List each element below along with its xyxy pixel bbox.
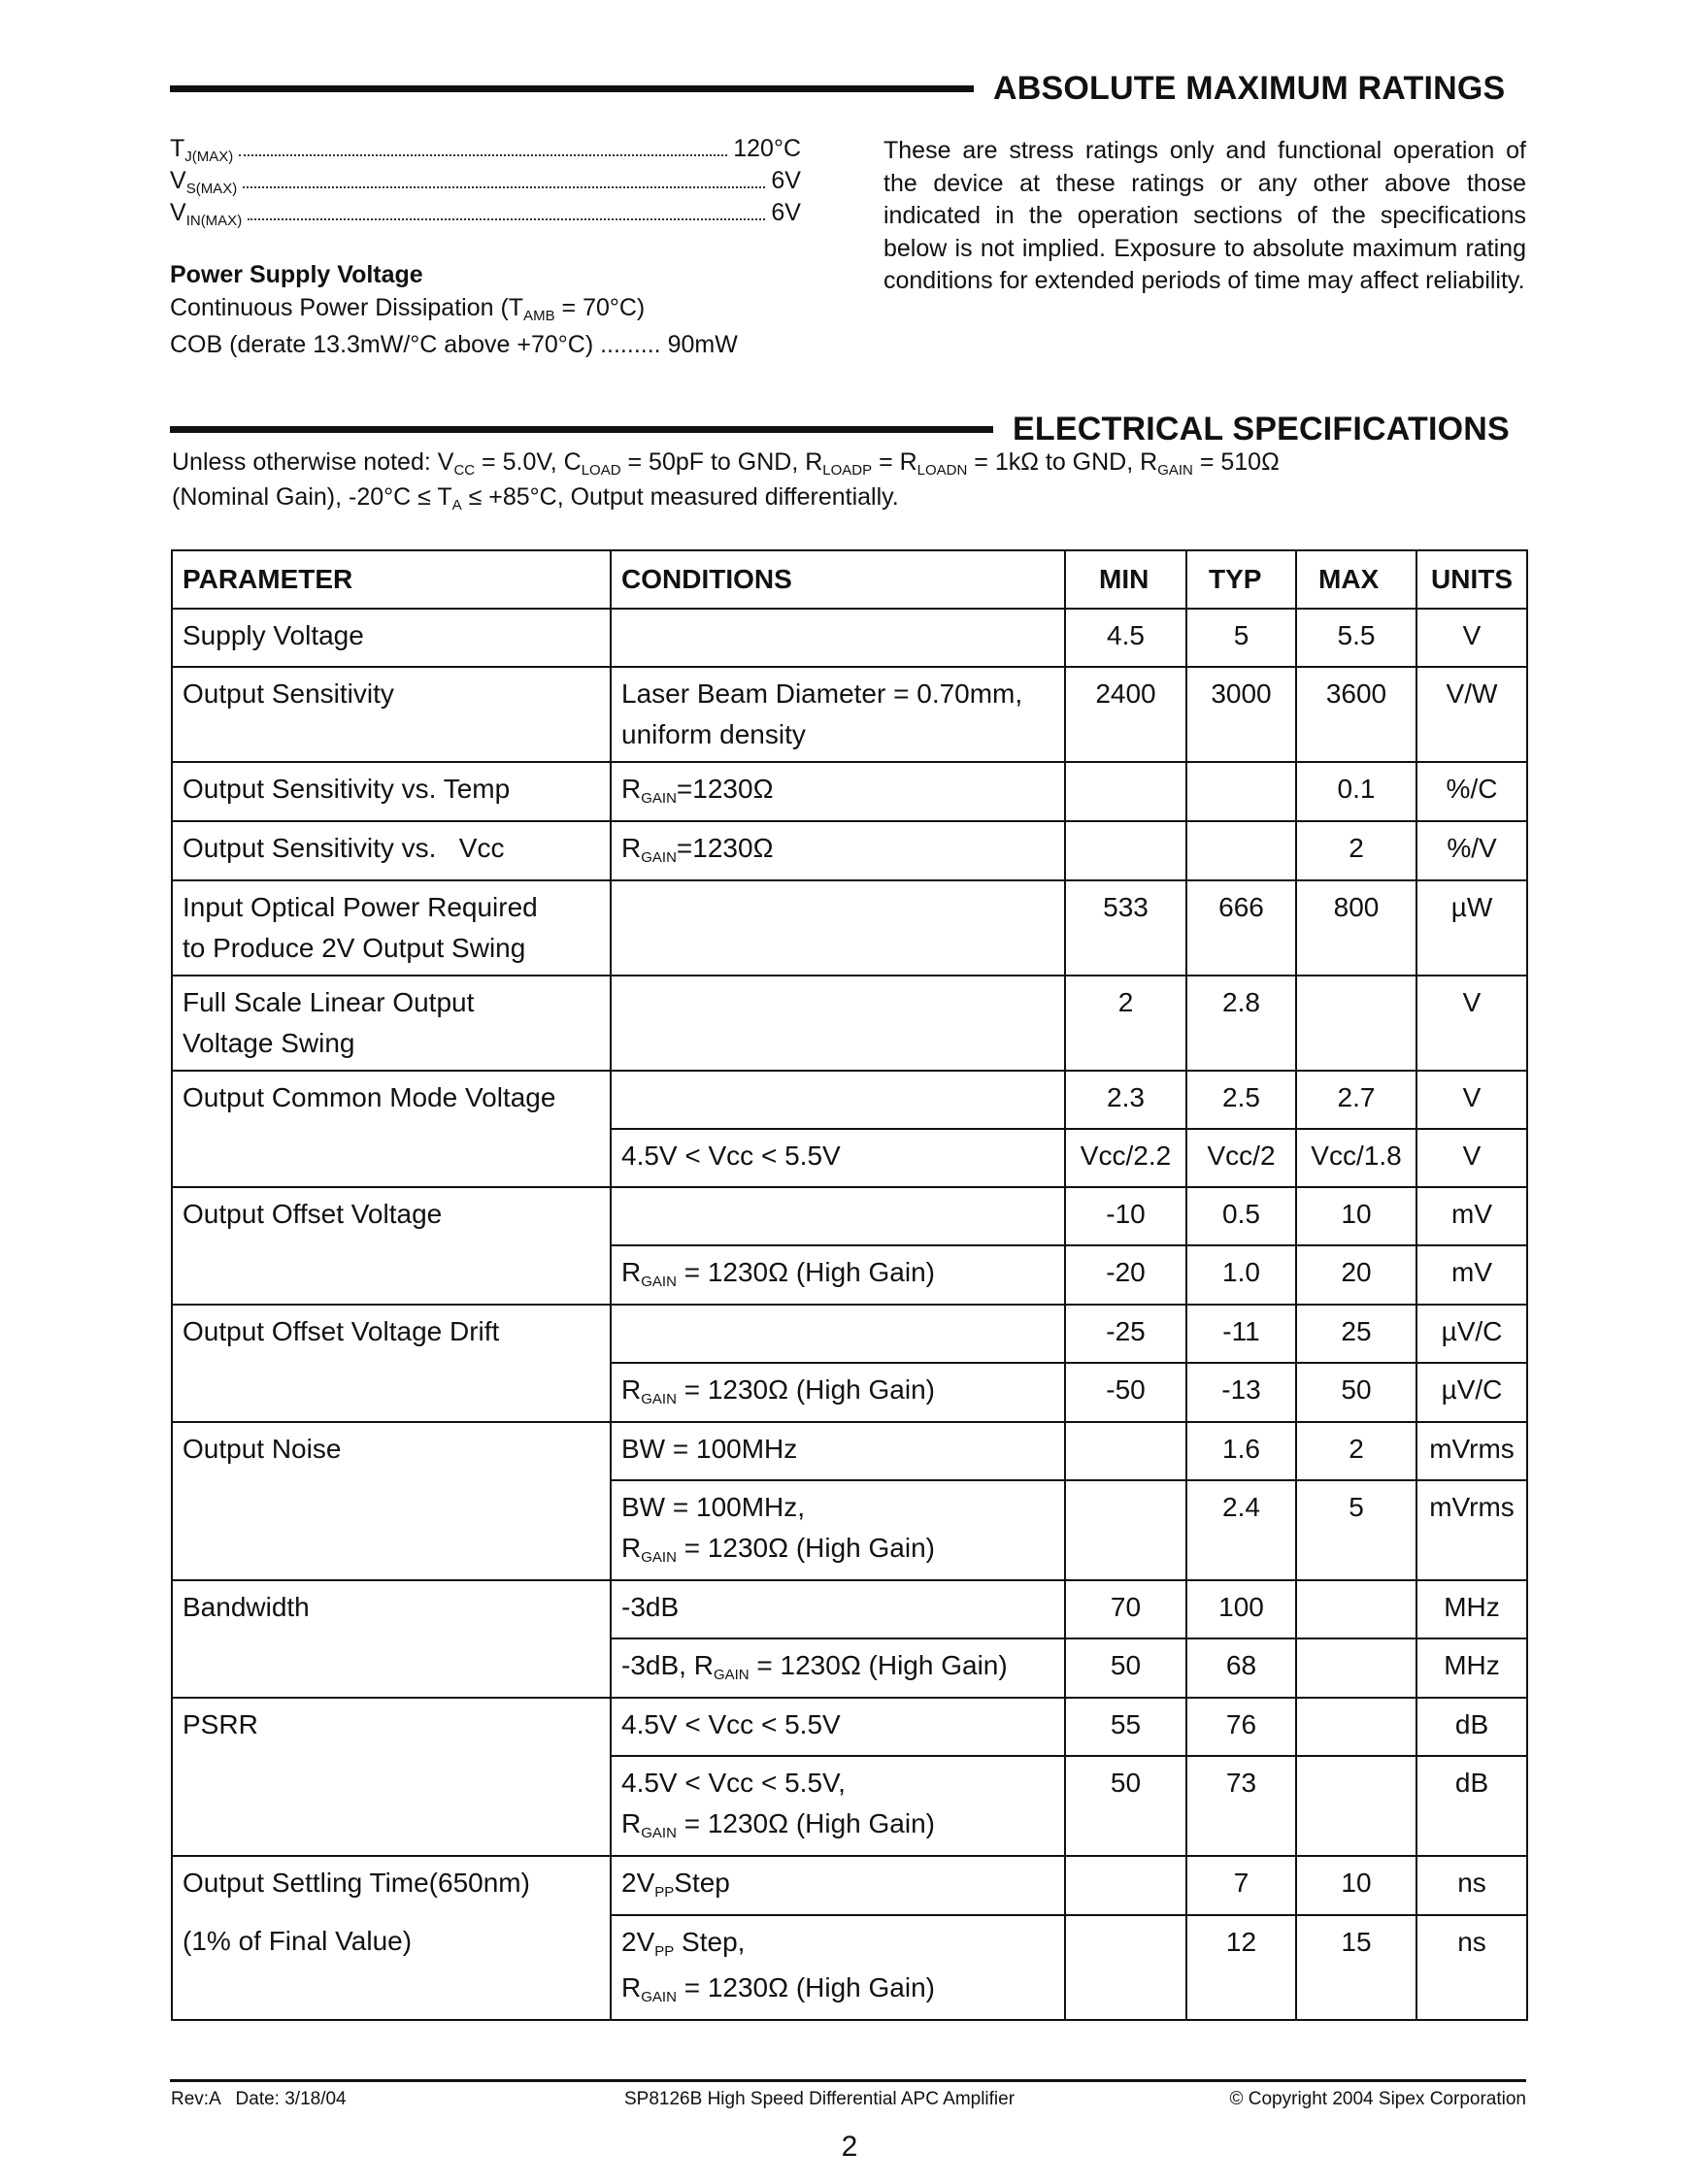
test-conditions	[172, 447, 1531, 516]
cond-cell: Laser Beam Diameter = 0.70mm, uniform density	[611, 667, 1065, 762]
table-row	[172, 1187, 1527, 1245]
param-cell: Supply Voltage	[172, 609, 611, 667]
max-cell: 5.5	[1296, 609, 1416, 667]
cond-cell: RGAIN=1230Ω	[611, 821, 1065, 880]
min-cell	[1065, 1915, 1186, 2020]
min-cell: 533	[1065, 880, 1186, 976]
footer-title: SP8126B High Speed Differential APC Amplifier	[624, 2089, 1016, 2109]
min-cell: -50	[1065, 1363, 1186, 1422]
param-cell: Input Optical Power Required to Produce 2V Output Swing	[172, 880, 611, 976]
table-row	[172, 821, 1527, 880]
typ-cell: 0.5	[1186, 1187, 1296, 1245]
param-cell: Output Sensitivity vs. Temp	[172, 762, 611, 821]
units-cell: µV/C	[1416, 1305, 1527, 1363]
max-cell: 25	[1296, 1305, 1416, 1363]
cond-cell: -3dB, RGAIN = 1230Ω (High Gain)	[611, 1638, 1065, 1698]
typ-cell	[1186, 762, 1296, 821]
units-cell: mVrms	[1416, 1480, 1527, 1580]
param-cell	[172, 1756, 611, 1856]
spec-table	[171, 549, 1528, 2021]
table-row	[172, 667, 1527, 762]
table-row	[172, 1245, 1527, 1305]
table-row	[172, 762, 1527, 821]
units-cell: ns	[1416, 1856, 1527, 1915]
page-number: 2	[841, 2131, 858, 2163]
section-rule	[170, 426, 993, 433]
units-cell: V	[1416, 1071, 1527, 1129]
max-cell	[1296, 1638, 1416, 1698]
section-title: ABSOLUTE MAXIMUM RATINGS	[993, 70, 1506, 107]
footer-copyright: © Copyright 2004 Sipex Corporation	[1229, 2089, 1526, 2109]
units-cell: mVrms	[1416, 1422, 1527, 1480]
footer-revision: Rev:A Date: 3/18/04	[171, 2089, 347, 2109]
dot-leader	[243, 186, 765, 188]
table-row	[172, 1580, 1527, 1638]
typ-cell: 1.6	[1186, 1422, 1296, 1480]
min-cell	[1065, 1856, 1186, 1915]
typ-cell: 68	[1186, 1638, 1296, 1698]
units-cell: MHz	[1416, 1580, 1527, 1638]
typ-cell: 5	[1186, 609, 1296, 667]
dot-leader	[248, 218, 765, 220]
typ-cell: 2.5	[1186, 1071, 1296, 1129]
table-row	[172, 1422, 1527, 1480]
table-row	[172, 1129, 1527, 1187]
table-row	[172, 1915, 1527, 2020]
table-row	[172, 609, 1527, 667]
max-cell	[1296, 976, 1416, 1071]
min-cell	[1065, 762, 1186, 821]
cond-cell: 4.5V < Vcc < 5.5V	[611, 1129, 1065, 1187]
section-rule	[170, 85, 974, 92]
table-header-row	[172, 550, 1527, 609]
ratings-list	[170, 135, 801, 361]
typ-cell: 7	[1186, 1856, 1296, 1915]
min-cell: -25	[1065, 1305, 1186, 1363]
min-cell: -10	[1065, 1187, 1186, 1245]
cond-cell: -3dB	[611, 1580, 1065, 1638]
cond-cell: RGAIN=1230Ω	[611, 762, 1065, 821]
table-row	[172, 1698, 1527, 1756]
units-cell: V/W	[1416, 667, 1527, 762]
cond-cell	[611, 976, 1065, 1071]
power-dissipation-line: Continuous Power Dissipation $(T_{AMB} = 70^\circ C)$	[170, 294, 646, 324]
cond-cell	[611, 1305, 1065, 1363]
param-cell: PSRR	[172, 1698, 611, 1756]
min-cell: 4.5	[1065, 609, 1186, 667]
units-cell: ns	[1416, 1915, 1527, 2020]
typ-cell: 666	[1186, 880, 1296, 976]
section-title: ELECTRICAL SPECIFICATIONS	[1013, 411, 1510, 447]
table-row	[172, 1363, 1527, 1422]
min-cell	[1065, 1480, 1186, 1580]
units-cell: MHz	[1416, 1638, 1527, 1698]
typ-cell: 73	[1186, 1756, 1296, 1856]
rating-symbol: $V_{IN(MAX)}$	[170, 199, 243, 229]
param-cell: Output Sensitivity vs. Vcc	[172, 821, 611, 880]
max-cell: 800	[1296, 880, 1416, 976]
max-cell: 10	[1296, 1856, 1416, 1915]
abs-max-header	[170, 70, 1526, 108]
min-cell: Vcc/2.2	[1065, 1129, 1186, 1187]
max-cell: 50	[1296, 1363, 1416, 1422]
rating-symbol: $T_{J(MAX)}$	[170, 135, 234, 165]
typ-cell: 3000	[1186, 667, 1296, 762]
param-cell: Output Offset Voltage Drift	[172, 1305, 611, 1363]
rating-row	[170, 167, 801, 199]
units-cell: mV	[1416, 1245, 1527, 1305]
max-cell: 10	[1296, 1187, 1416, 1245]
param-cell	[172, 1638, 611, 1698]
typ-cell: 2.8	[1186, 976, 1296, 1071]
cond-cell	[611, 609, 1065, 667]
typ-cell: Vcc/2	[1186, 1129, 1296, 1187]
header-max: MAX	[1296, 550, 1416, 609]
rating-row	[170, 199, 801, 231]
header-units: UNITS	[1416, 550, 1527, 609]
param-cell: Output Sensitivity	[172, 667, 611, 762]
header-conditions: CONDITIONS	[611, 550, 1065, 609]
min-cell: 70	[1065, 1580, 1186, 1638]
header-typ: TYP	[1186, 550, 1296, 609]
cond-cell: RGAIN = 1230Ω (High Gain)	[611, 1245, 1065, 1305]
table-row	[172, 880, 1527, 976]
cob-derate-line: COB (derate 13.3mW/°C above +70°C) ......... 90mW	[170, 331, 738, 358]
param-cell	[172, 1480, 611, 1580]
cond-cell: 2VPP Step, RGAIN = 1230Ω (High Gain)	[611, 1915, 1065, 2020]
min-cell: 50	[1065, 1756, 1186, 1856]
table-row	[172, 1071, 1527, 1129]
cond-cell: 4.5V < Vcc < 5.5V, RGAIN = 1230Ω (High Gain)	[611, 1756, 1065, 1856]
units-cell: %/V	[1416, 821, 1527, 880]
param-cell: (1% of Final Value)	[172, 1915, 611, 2020]
cond-cell: BW = 100MHz, RGAIN = 1230Ω (High Gain)	[611, 1480, 1065, 1580]
table-row	[172, 1856, 1527, 1915]
min-cell	[1065, 821, 1186, 880]
footer-rule	[170, 2079, 1526, 2082]
units-cell: %/C	[1416, 762, 1527, 821]
param-cell	[172, 1245, 611, 1305]
elec-spec-header	[170, 411, 1526, 448]
units-cell: V	[1416, 609, 1527, 667]
param-cell: Full Scale Linear Output Voltage Swing	[172, 976, 611, 1071]
cond-cell	[611, 1071, 1065, 1129]
param-cell: Output Offset Voltage	[172, 1187, 611, 1245]
min-cell: 2400	[1065, 667, 1186, 762]
cond-cell	[611, 880, 1065, 976]
units-cell: µV/C	[1416, 1363, 1527, 1422]
conditions-line-2: (Nominal Gain), $-20^\circ C \le T_A \le +85^\circ C$, Output measured differentially.	[172, 483, 899, 513]
table-row	[172, 976, 1527, 1071]
typ-cell: 76	[1186, 1698, 1296, 1756]
min-cell: 55	[1065, 1698, 1186, 1756]
units-cell: dB	[1416, 1698, 1527, 1756]
table-row	[172, 1480, 1527, 1580]
max-cell: 2	[1296, 1422, 1416, 1480]
min-cell: 50	[1065, 1638, 1186, 1698]
rating-value: 120°C	[733, 135, 801, 162]
cond-cell: BW = 100MHz	[611, 1422, 1065, 1480]
max-cell: 15	[1296, 1915, 1416, 2020]
header-parameter: PARAMETER	[172, 550, 611, 609]
rating-value: 6V	[771, 167, 801, 194]
header-min: MIN	[1065, 550, 1186, 609]
max-cell: 20	[1296, 1245, 1416, 1305]
units-cell: V	[1416, 976, 1527, 1071]
param-cell: Bandwidth	[172, 1580, 611, 1638]
rating-symbol: $V_{S(MAX)}$	[170, 167, 238, 197]
min-cell	[1065, 1422, 1186, 1480]
table-row	[172, 1305, 1527, 1363]
units-cell: V	[1416, 1129, 1527, 1187]
table-row	[172, 1638, 1527, 1698]
typ-cell: -11	[1186, 1305, 1296, 1363]
typ-cell: 12	[1186, 1915, 1296, 2020]
rating-row	[170, 135, 801, 167]
max-cell	[1296, 1756, 1416, 1856]
typ-cell: -13	[1186, 1363, 1296, 1422]
max-cell: 2.7	[1296, 1071, 1416, 1129]
rating-value: 6V	[771, 199, 801, 226]
stress-note: These are stress ratings only and functional operation of the device at these ratings or any other above those indicated in the operation sections of the specifications below is not implied. Exposure to absolute maximum rating conditions for extended periods of time may affect reliability.	[883, 137, 1526, 294]
max-cell: 3600	[1296, 667, 1416, 762]
cond-cell: 4.5V < Vcc < 5.5V	[611, 1698, 1065, 1756]
param-cell	[172, 1129, 611, 1187]
param-cell	[172, 1363, 611, 1422]
cond-cell: 2VPPStep	[611, 1856, 1065, 1915]
max-cell: 0.1	[1296, 762, 1416, 821]
conditions-line-1: Unless otherwise noted: $V_{CC} = 5.0V$, $C_{LOAD} = 50pF$ to GND, $R_{LOADP} = R_{LOADN} = 1k\Omega$ to GND, $R_{GAIN} = 510\Omega$	[172, 448, 1280, 479]
min-cell: -20	[1065, 1245, 1186, 1305]
typ-cell: 1.0	[1186, 1245, 1296, 1305]
param-cell: Output Settling Time(650nm)	[172, 1856, 611, 1915]
dot-leader	[239, 154, 727, 156]
units-cell: mV	[1416, 1187, 1527, 1245]
min-cell: 2.3	[1065, 1071, 1186, 1129]
power-supply-title: Power Supply Voltage	[170, 261, 423, 288]
max-cell	[1296, 1580, 1416, 1638]
param-cell: Output Common Mode Voltage	[172, 1071, 611, 1129]
max-cell: Vcc/1.8	[1296, 1129, 1416, 1187]
max-cell: 2	[1296, 821, 1416, 880]
cond-cell	[611, 1187, 1065, 1245]
units-cell: µW	[1416, 880, 1527, 976]
max-cell: 5	[1296, 1480, 1416, 1580]
typ-cell: 2.4	[1186, 1480, 1296, 1580]
param-cell: Output Noise	[172, 1422, 611, 1480]
min-cell: 2	[1065, 976, 1186, 1071]
units-cell: dB	[1416, 1756, 1527, 1856]
max-cell	[1296, 1698, 1416, 1756]
table-row	[172, 1756, 1527, 1856]
typ-cell	[1186, 821, 1296, 880]
typ-cell: 100	[1186, 1580, 1296, 1638]
cond-cell: RGAIN = 1230Ω (High Gain)	[611, 1363, 1065, 1422]
